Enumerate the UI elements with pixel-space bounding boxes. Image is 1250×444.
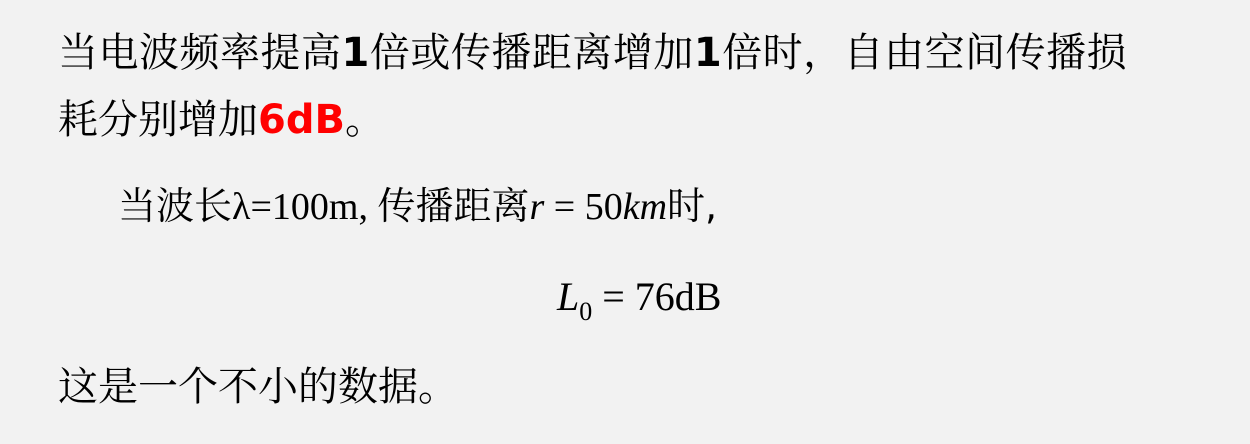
km-unit: km	[622, 186, 668, 228]
text-segment: 传播距离	[377, 184, 530, 228]
wavelength-value: =100m,	[250, 186, 378, 228]
lambda-symbol: λ	[232, 186, 251, 228]
text-segment: 。	[344, 97, 385, 143]
number-one: 1	[693, 30, 723, 76]
formula-l0	[557, 274, 722, 335]
r-variable: r	[529, 186, 545, 228]
paragraph-frequency-loss	[58, 30, 1127, 76]
text-segment: 这是一个不小的数据。	[58, 364, 458, 410]
text-segment: 倍时，自由空间传播损	[722, 30, 1128, 76]
text-segment: 时,	[667, 184, 718, 228]
paragraph-wavelength-example	[118, 184, 717, 229]
distance-value: = 50	[544, 186, 623, 228]
paragraph-loss-increase	[58, 97, 385, 143]
formula-subscript: 0	[579, 297, 593, 326]
paragraph-conclusion	[58, 364, 458, 410]
number-one: 1	[341, 30, 370, 76]
text-segment: 倍或传播距离增加	[369, 30, 694, 76]
text-segment: 当电波频率提高	[58, 30, 342, 76]
formula-value: = 76dB	[592, 274, 722, 319]
formula-symbol: L	[557, 274, 580, 319]
highlight-6db: 6dB	[258, 97, 345, 143]
text-segment: 耗分别增加	[58, 97, 258, 143]
text-segment: 当波长	[118, 184, 233, 228]
